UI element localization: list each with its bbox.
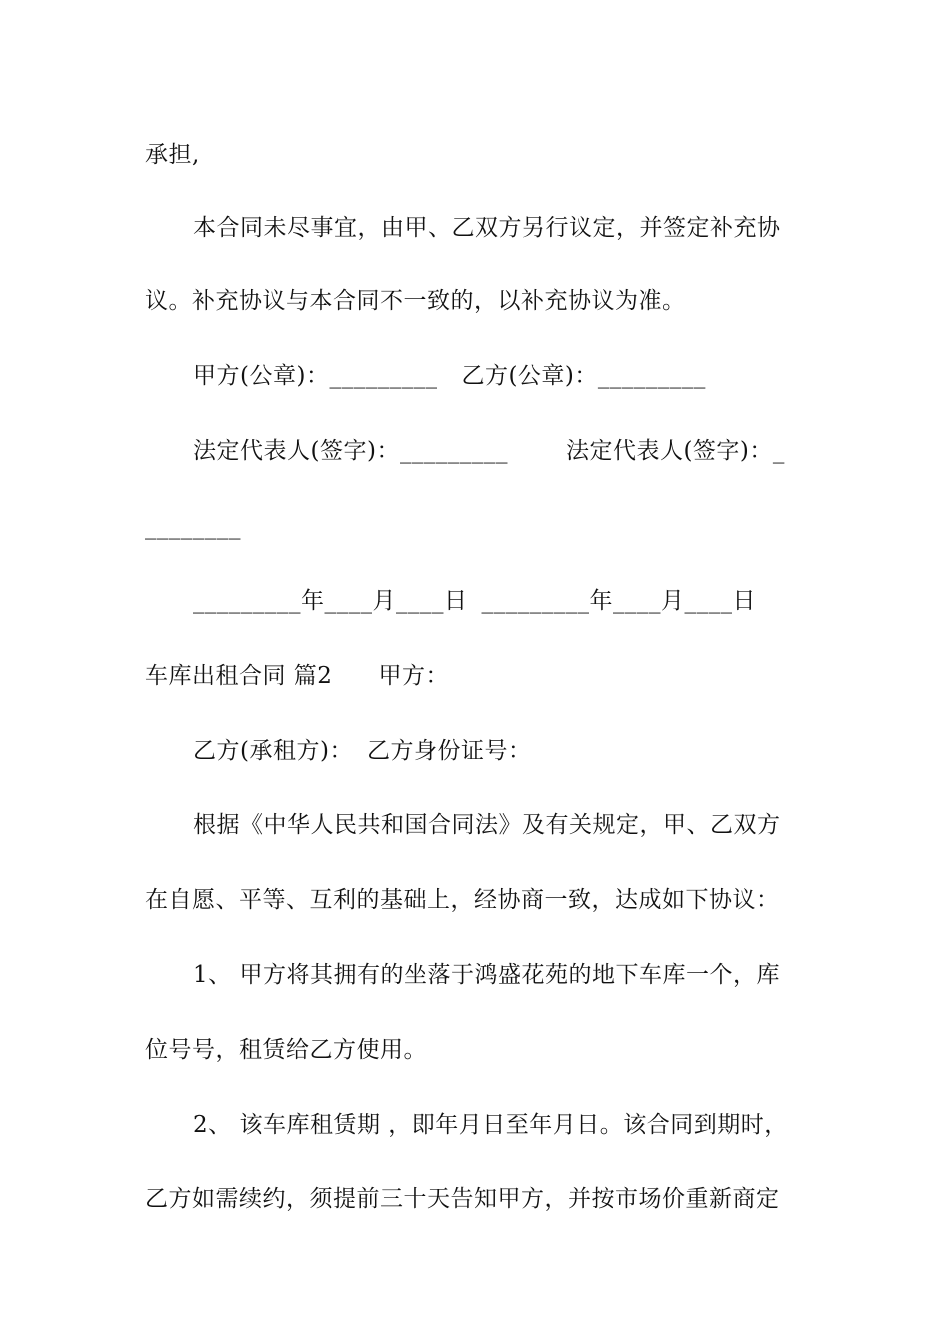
text-line [145, 1035, 427, 1065]
contract-heading-line [145, 661, 449, 691]
text-span: 位号号，租赁给乙方使用。 [145, 1037, 427, 1063]
text-line [145, 140, 200, 170]
clause-1-text: 1、 甲方将其拥有的坐落于鸿盛花苑的地下车库一个，库 [193, 962, 780, 988]
text-span: 议。补充协议与本合同不一致的，以补充协议为准。 [145, 288, 686, 314]
party-a-seal-field: 甲方(公章)：_________ [193, 363, 438, 389]
text-line [145, 512, 241, 542]
party-b-line [193, 736, 531, 766]
clause-2-text: 2、 该车库租赁期 ，即年月日至年月日。该合同到期时， [193, 1112, 788, 1138]
clause-line [193, 960, 780, 990]
party-a-label: 甲方： [378, 663, 449, 689]
party-a-date-field: _________年____月____日 [193, 588, 468, 614]
party-b-representative-field: 法定代表人(签字)：_ [565, 438, 785, 464]
party-b-seal-field: 乙方(公章)：_________ [461, 363, 706, 389]
text-line [145, 286, 686, 316]
text-span: 本合同未尽事宜，由甲、乙双方另行议定，并签定补充协 [193, 215, 781, 241]
representative-signature-line [193, 436, 785, 466]
text-span: 在自愿、平等、互利的基础上，经协商一致，达成如下协议： [145, 887, 780, 913]
text-line [193, 213, 781, 243]
party-b-date-field: _________年____月____日 [481, 588, 756, 614]
text-line [145, 885, 780, 915]
text-span: 乙方如需续约，须提前三十天告知甲方，并按市场价重新商定 [145, 1186, 780, 1212]
date-line [193, 586, 756, 616]
text-span: 承担, [145, 142, 200, 168]
party-a-representative-field: 法定代表人(签字)：_________ [193, 438, 508, 464]
clause-line [193, 1110, 788, 1140]
party-b-label: 乙方(承租方)： [193, 738, 353, 764]
text-line [145, 1184, 780, 1214]
party-seal-line [193, 361, 706, 391]
party-b-id-label: 乙方身份证号： [366, 738, 532, 764]
signature-underline-continuation: ________ [145, 514, 241, 540]
text-line [193, 810, 781, 840]
text-span: 根据《中华人民共和国合同法》及有关规定，甲、乙双方 [193, 812, 781, 838]
contract-title: 车库出租合同 篇2 [145, 663, 333, 689]
